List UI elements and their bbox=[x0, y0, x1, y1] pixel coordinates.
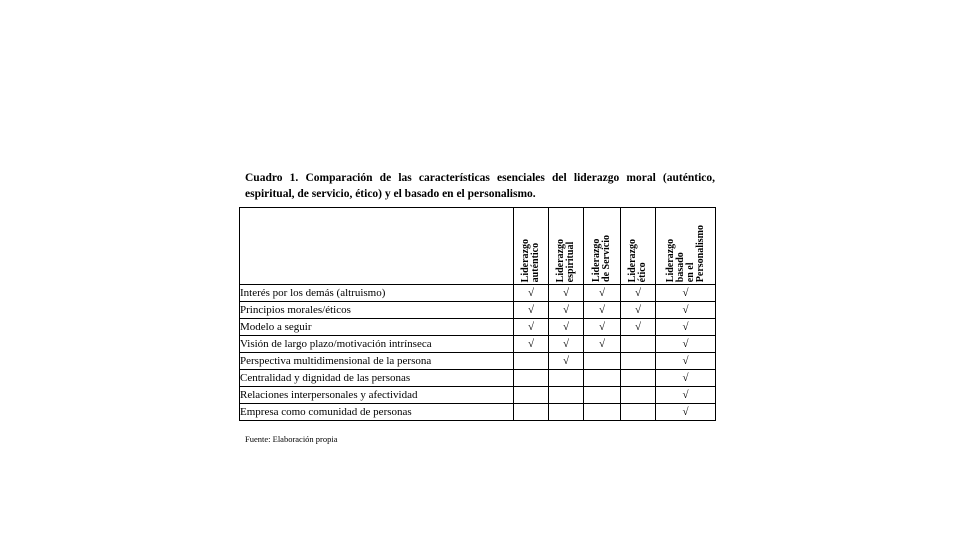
empty-cell bbox=[621, 353, 656, 370]
empty-cell bbox=[621, 404, 656, 421]
check-mark-cell: √ bbox=[514, 319, 549, 336]
check-mark-cell: √ bbox=[621, 302, 656, 319]
header-liderazgo-etico: Liderazgo ético bbox=[621, 208, 656, 285]
empty-cell bbox=[584, 387, 621, 404]
row-label: Modelo a seguir bbox=[240, 319, 514, 336]
empty-cell bbox=[584, 353, 621, 370]
check-mark-cell: √ bbox=[584, 336, 621, 353]
table-row bbox=[240, 302, 716, 319]
check-mark-cell: √ bbox=[549, 336, 584, 353]
header-liderazgo-espiritual: Liderazgo espiritual bbox=[549, 208, 584, 285]
check-mark-cell: √ bbox=[549, 353, 584, 370]
check-mark-cell: √ bbox=[656, 353, 716, 370]
check-mark-cell: √ bbox=[584, 285, 621, 302]
header-liderazgo-servicio: Liderazgo de Servicio bbox=[584, 208, 621, 285]
table-row bbox=[240, 404, 716, 421]
comparison-table bbox=[239, 207, 716, 421]
row-label: Centralidad y dignidad de las personas bbox=[240, 370, 514, 387]
check-mark-cell: √ bbox=[584, 319, 621, 336]
check-mark-cell: √ bbox=[656, 336, 716, 353]
check-mark-cell: √ bbox=[549, 302, 584, 319]
header-row bbox=[240, 208, 716, 285]
empty-cell bbox=[549, 370, 584, 387]
check-mark-cell: √ bbox=[549, 319, 584, 336]
empty-cell bbox=[549, 404, 584, 421]
row-label: Perspectiva multidimensional de la persona bbox=[240, 353, 514, 370]
table-row bbox=[240, 336, 716, 353]
check-mark-cell: √ bbox=[514, 285, 549, 302]
check-mark-cell: √ bbox=[656, 302, 716, 319]
check-mark-cell: √ bbox=[584, 302, 621, 319]
empty-cell bbox=[584, 404, 621, 421]
row-label: Principios morales/éticos bbox=[240, 302, 514, 319]
row-label: Relaciones interpersonales y afectividad bbox=[240, 387, 514, 404]
header-corner-cell bbox=[240, 208, 514, 285]
empty-cell bbox=[584, 370, 621, 387]
empty-cell bbox=[514, 387, 549, 404]
check-mark-cell: √ bbox=[656, 319, 716, 336]
check-mark-cell: √ bbox=[514, 336, 549, 353]
row-label: Interés por los demás (altruismo) bbox=[240, 285, 514, 302]
header-liderazgo-autentico: Liderazgo auténtico bbox=[514, 208, 549, 285]
table-row bbox=[240, 370, 716, 387]
table-row bbox=[240, 387, 716, 404]
table-caption: Cuadro 1. Comparación de las características esenciales del liderazgo moral (auténtico, espiritual, de servicio, ético) y el basado en el personalismo. bbox=[245, 172, 715, 200]
table-row bbox=[240, 285, 716, 302]
check-mark-cell: √ bbox=[549, 285, 584, 302]
empty-cell bbox=[549, 387, 584, 404]
check-mark-cell: √ bbox=[656, 370, 716, 387]
check-mark-cell: √ bbox=[656, 387, 716, 404]
check-mark-cell: √ bbox=[656, 285, 716, 302]
empty-cell bbox=[514, 404, 549, 421]
check-mark-cell: √ bbox=[621, 319, 656, 336]
empty-cell bbox=[514, 370, 549, 387]
empty-cell bbox=[621, 370, 656, 387]
table-row bbox=[240, 319, 716, 336]
check-mark-cell: √ bbox=[656, 404, 716, 421]
table-row bbox=[240, 353, 716, 370]
check-mark-cell: √ bbox=[621, 285, 656, 302]
empty-cell bbox=[621, 336, 656, 353]
source-note: Fuente: Elaboración propia bbox=[245, 434, 338, 444]
row-label: Visión de largo plazo/motivación intrínseca bbox=[240, 336, 514, 353]
empty-cell bbox=[621, 387, 656, 404]
header-liderazgo-personalismo: Liderazgo basado en el Personalismo bbox=[656, 208, 716, 285]
row-label: Empresa como comunidad de personas bbox=[240, 404, 514, 421]
empty-cell bbox=[514, 353, 549, 370]
check-mark-cell: √ bbox=[514, 302, 549, 319]
table-body bbox=[240, 285, 716, 421]
